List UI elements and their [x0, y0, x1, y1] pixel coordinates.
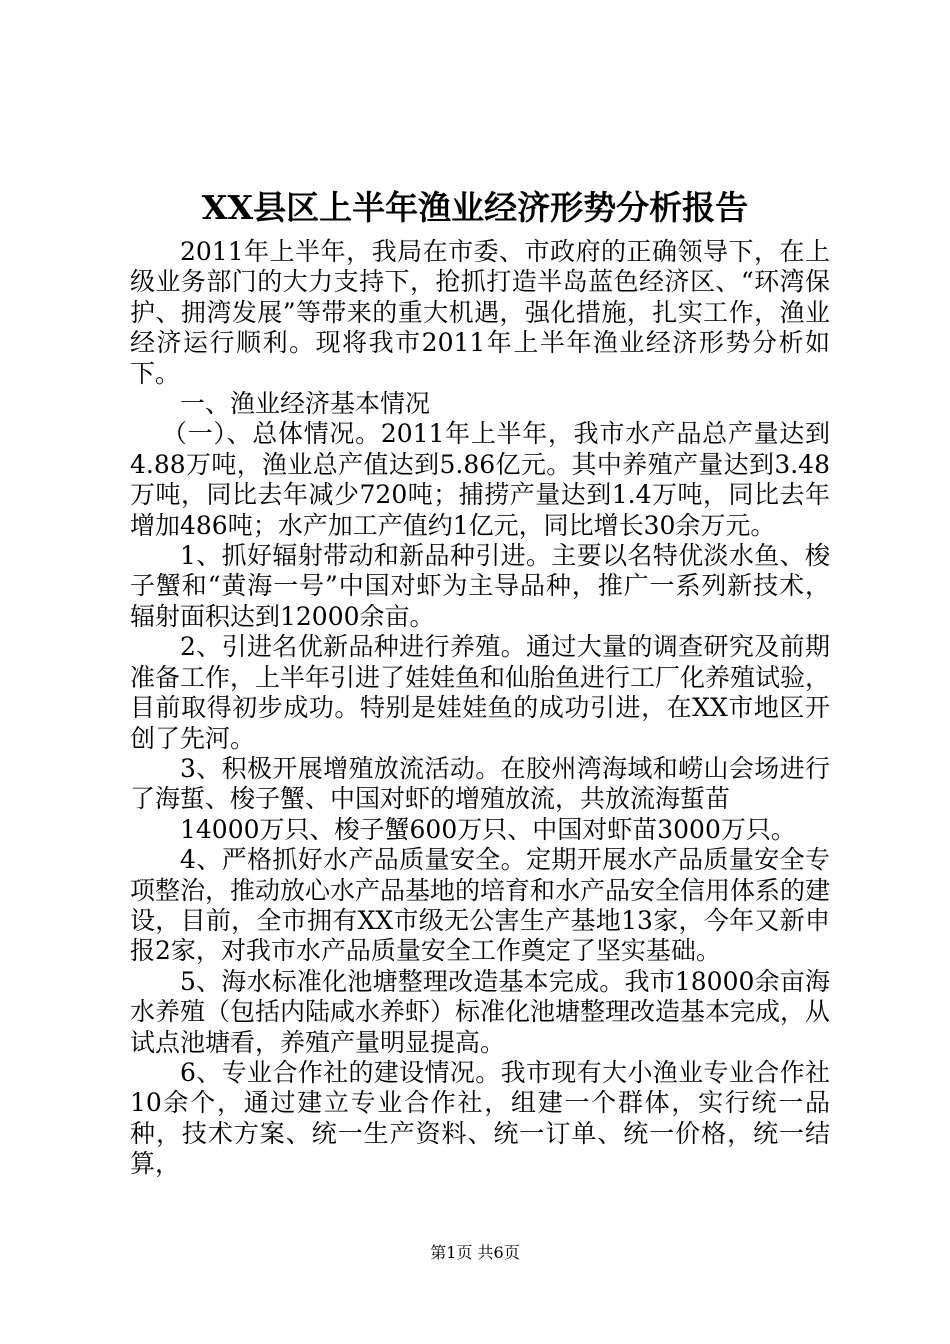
paragraph-intro: 2011年上半年，我局在市委、市政府的正确领导下，在上级业务部门的大力支持下，抢抓打造半岛蓝色经济区、“环湾保护、拥湾发展”等带来的重大机遇，强化措施，扎实工作，渔业经济运行顺利。现将我市2011年上半年渔业经济形势分析如下。 [130, 237, 830, 388]
page-footer: 第1页 共6页 [430, 1243, 520, 1262]
paragraph-item-2: 2、引进名优新品种进行养殖。通过大量的调查研究及前期准备工作，上半年引进了娃娃鱼和仙胎鱼进行工厂化养殖试验，目前取得初步成功。特别是娃娃鱼的成功引进，在XX市地区开创了先河。 [130, 632, 831, 753]
paragraph-item-1: 1、抓好辐射带动和新品种引进。主要以名特优淡水鱼、梭子蟹和“黄海一号”中国对虾为主导品种，推广一系列新技术，辐射面积达到12000余亩。 [130, 541, 830, 631]
document-body [130, 237, 830, 1180]
paragraph-item-3: 3、积极开展增殖放流活动。在胶州湾海域和崂山会场进行了海蜇、梭子蟹、中国对虾的增殖放流，共放流海蜇苗 [130, 753, 830, 814]
paragraph-overall-situation: （一）、总体情况。2011年上半年，我市水产品总产量达到4.88万吨，渔业总产值达到5.86亿元。其中养殖产量达到3.48万吨，同比去年减少720吨；捕捞产量达到1.4万吨，同比去年增加486吨；水产加工产值约1亿元，同比增长30余万元。 [130, 419, 830, 540]
section-heading-basic-situation: 一、渔业经济基本情况 [180, 389, 431, 419]
paragraph-item-5: 5、海水标准化池塘整理改造基本完成。我市18000余亩海水养殖（包括内陆咸水养虾）标准化池塘整理改造基本完成，从试点池塘看，养殖产量明显提高。 [130, 966, 831, 1057]
paragraph-item-6: 6、专业合作社的建设情况。我市现有大小渔业专业合作社10余个，通过建立专业合作社，组建一个群体，实行统一品种，技术方案、统一生产资料、统一订单、统一价格，统一结算， [130, 1057, 830, 1179]
document-title: XX县区上半年渔业经济形势分析报告 [201, 188, 749, 227]
paragraph-item-4: 4、严格抓好水产品质量安全。定期开展水产品质量安全专项整治，推动放心水产品基地的培育和水产品安全信用体系的建设，目前，全市拥有XX市级无公害生产基地13家，今年又新申报2家，对我市水产品质量安全工作奠定了坚实基础。 [130, 845, 831, 966]
paragraph-item-3-continued: 14000万只、梭子蟹600万只、中国对虾苗3000万只。 [180, 814, 796, 844]
